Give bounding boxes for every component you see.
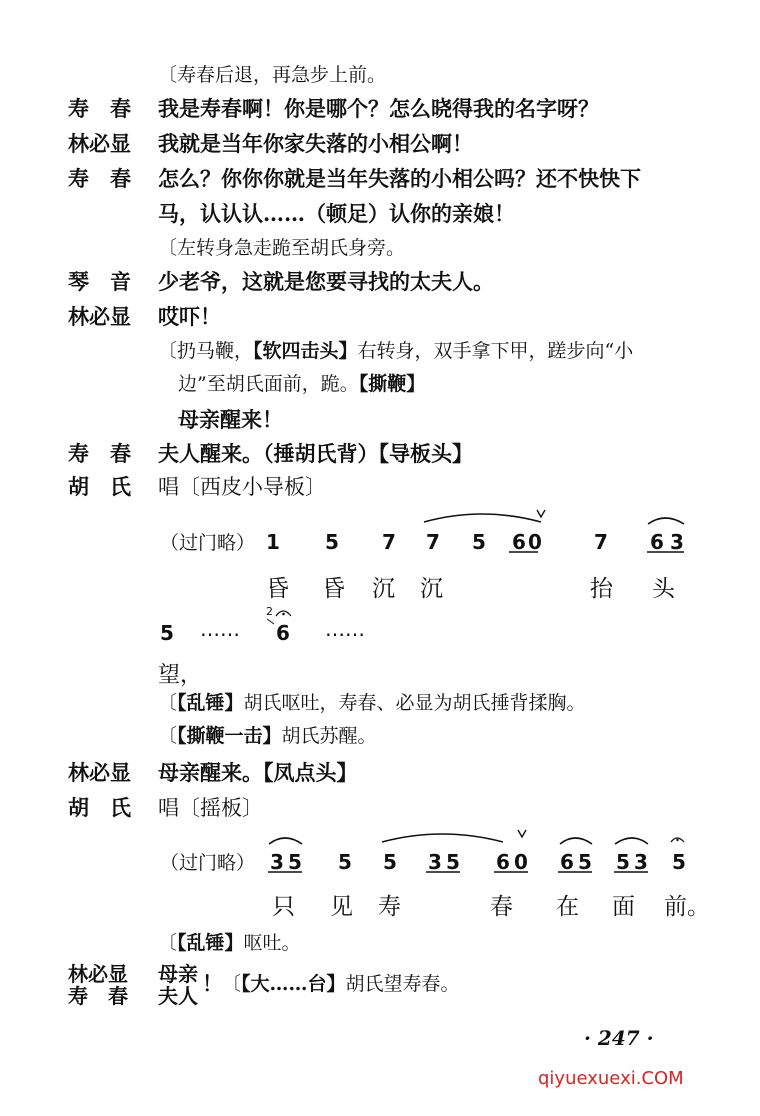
note: 7 [382,530,396,554]
speaker-hushi: 胡 氏 [68,474,131,499]
note: 5 [616,850,630,874]
dialogue-line-7: 少老爷，这就是您要寻找的太夫人。 [158,269,494,294]
note: 3 [428,850,442,874]
percussion-cue: 【凤点头】 [263,760,358,785]
music-prefix-1: （过门略） [160,532,256,554]
direction-text: 右转身，双手拿下甲，蹉步向“小 [357,340,634,362]
note: 3 [634,850,648,874]
stage-direction-2: 〔左转身急走跪至胡氏身旁。 [158,237,406,259]
bracket: 〔 [158,692,178,714]
speaker-shouchun: 寿 春 [68,441,131,466]
stage-direction-6 [158,928,301,955]
note: 3 [270,850,284,874]
dialogue-line-8: 哎吓！ [158,304,221,329]
percussion-cue: 【乱锤】 [177,932,244,954]
note: 0 [514,850,528,874]
note: 6 [560,850,574,874]
speaker-shouchun: 寿 春 [68,984,128,1008]
lyric: 前。 [664,894,710,920]
bracket: 〔 [158,932,178,954]
lyric: 沉 [372,576,395,602]
bracket: 〔 [222,973,242,995]
direction-text: 边”至胡氏面前，跪。 [178,373,359,395]
speaker-linbixian: 林必显 [68,304,131,329]
lyric-wang: 望， [158,663,203,688]
lyric: 昏 [266,576,289,602]
speaker-linbixian: 林必显 [68,760,131,785]
speaker-shouchun: 寿 春 [68,166,131,191]
watermark: qiyuexuexi.COM [538,1068,684,1089]
note: 5 [338,850,352,874]
dialogue-line-5: 马，认认认……（顿足）认你的亲娘！ [158,201,515,226]
lyric: 沉 [420,576,443,602]
stage-direction-7 [222,969,460,996]
percussion-cue: 【导板头】 [378,441,473,466]
stage-direction-1: 〔寿春后退，再急步上前。 [158,64,387,86]
lyric: 只 [272,894,295,920]
dialogue-text: 夫人醒来。（捶胡氏背） [158,441,379,466]
lyric: 抬 [590,576,613,602]
note: 6 [512,530,526,554]
singing-mode-1: 唱〔西皮小导板〕 [158,475,326,499]
dialogue-line-3: 我就是当年你家失落的小相公啊！ [158,131,473,156]
lyric: 面 [612,894,635,920]
percussion-cue: 【乱锤】 [177,692,244,714]
note: 5 [325,530,339,554]
dots: …… [325,617,365,641]
speaker-linbixian: 林必显 [68,962,128,986]
page-number: · 247 · [584,1026,654,1050]
note: 7 [426,530,440,554]
note: 5 [672,850,686,874]
note: 0 [528,530,542,554]
note: 5 [383,850,397,874]
note: 5 [578,850,592,874]
percussion-cue: 【撕鞭】 [358,373,426,395]
percussion-cue: 【软四击头】 [253,340,358,362]
direction-text: 〔扔马鞭， [158,340,254,362]
lyric: 在 [556,894,579,920]
dialogue-line-2: 我是寿春啊！你是哪个？怎么晓得我的名字呀？ [158,96,599,121]
dialogue-muqin: 母亲 [158,962,198,986]
percussion-cue: 【大……台】 [241,973,346,995]
note: 5 [472,530,486,554]
grace-note: 2 [266,605,273,618]
direction-text: 胡氏苏醒。 [281,725,377,747]
note: 5 [160,621,174,645]
music-prefix-2: （过门略） [160,852,256,874]
lyric: 春 [490,894,513,920]
note: 6 [276,621,290,645]
note: 5 [288,850,302,874]
note: 6 [650,530,664,554]
note: 3 [670,530,684,554]
singing-mode-2: 唱〔摇板〕 [158,796,263,820]
speaker-hushi: 胡 氏 [68,795,131,820]
exclamation-mark: ！ [202,971,223,996]
dialogue-line-11: 母亲醒来！ [178,407,283,432]
dialogue-furen: 夫人 [158,984,198,1008]
note: 5 [446,850,460,874]
lyric: 见 [330,894,353,920]
lyric: 寿 [378,894,401,920]
direction-text: 呕吐。 [243,932,301,954]
dialogue-line-4: 怎么？你你你就是当年失落的小相公吗？还不快快下 [158,166,641,191]
speaker-shouchun: 寿 春 [68,96,131,121]
bracket: 〔 [158,725,178,747]
percussion-cue: 【撕鞭一击】 [177,725,282,747]
lyric: 头 [652,576,675,602]
note: 7 [594,530,608,554]
lyric: 昏 [322,576,345,602]
speaker-qinyin: 琴 音 [68,269,131,294]
speaker-linbixian: 林必显 [68,131,131,156]
dialogue-text: 母亲醒来。 [158,760,263,785]
note: 6 [496,850,510,874]
note: 1 [266,530,280,554]
dots: …… [200,617,240,641]
direction-text: 胡氏望寿春。 [345,973,460,995]
direction-text: 胡氏呕吐，寿春、必显为胡氏捶背揉胸。 [243,692,586,714]
